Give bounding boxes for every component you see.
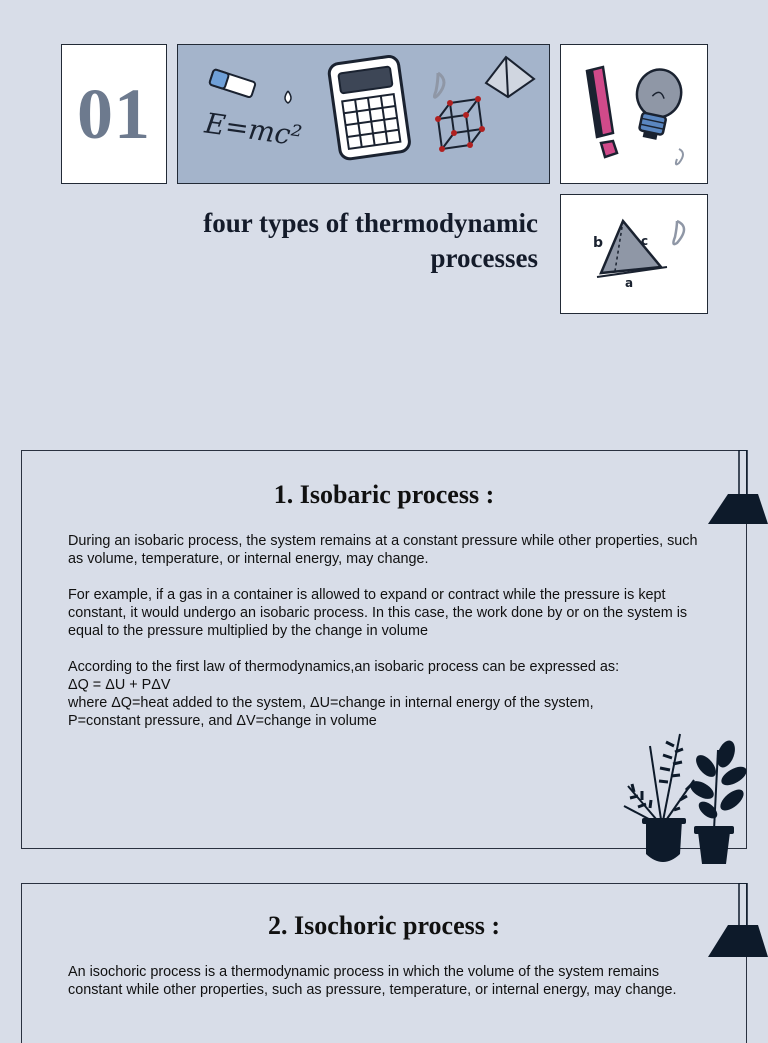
paragraph: For example, if a gas in a container is allowed to expand or contract while the pressure is kept constant, it would undergo an isobaric process. In this case, the work done by or on the system is equal to the pressure multiplied by the change in volume [68,587,688,639]
section-number-box [61,44,167,184]
section-body [68,532,708,730]
illustration-square-idea [560,44,708,184]
triangle-label-b: b [593,235,604,251]
where-line: P=constant pressure, and ΔV=change in volume [68,713,377,729]
equation: ΔQ = ΔU + PΔV [68,677,171,693]
section-number: 01 [77,73,151,154]
lightbulb-icon [628,65,686,143]
section-heading: 1. Isobaric process : [273,480,495,509]
triangle-label-c: c [641,234,649,248]
swirl-icon [434,73,444,97]
section-heading: 2. Isochoric process : [267,911,501,940]
potted-plants-icon [622,730,748,870]
drop-icon [285,91,291,103]
eraser-icon [209,69,256,98]
hanging-lamp-icon [706,450,768,526]
triangle-icon [593,221,667,290]
section-card-isochoric [21,883,747,1043]
section-body [68,963,708,1017]
swirl-icon [673,221,684,244]
triangle-label-a: a [625,276,634,290]
law-intro: According to the first law of thermodynamics,an isobaric process can be expressed as: [68,659,620,675]
calculator-icon [328,55,411,160]
exclamation-icon [587,67,617,157]
paragraph: During an isobaric process, the system remains at a constant pressure while other properties, such as volume, temperature, or internal energy, may change. [68,533,698,567]
where-line: where ΔQ=heat added to the system, ΔU=change in internal energy of the system, [68,695,594,711]
pyramid-icon [486,57,534,97]
illustration-square-triangle [560,194,708,314]
formula-text: E=mc² [202,106,304,153]
hanging-lamp-icon [706,883,768,959]
cube-icon [435,96,485,152]
paragraph: An isochoric process is a thermodynamic process in which the volume of the system remains constant while other properties, such as pressure, temperature, or internal energy, may change. [68,964,677,998]
page-title: four types of thermodynamic processes [203,208,538,273]
swirl-icon [676,149,683,164]
illustration-banner [177,44,550,184]
